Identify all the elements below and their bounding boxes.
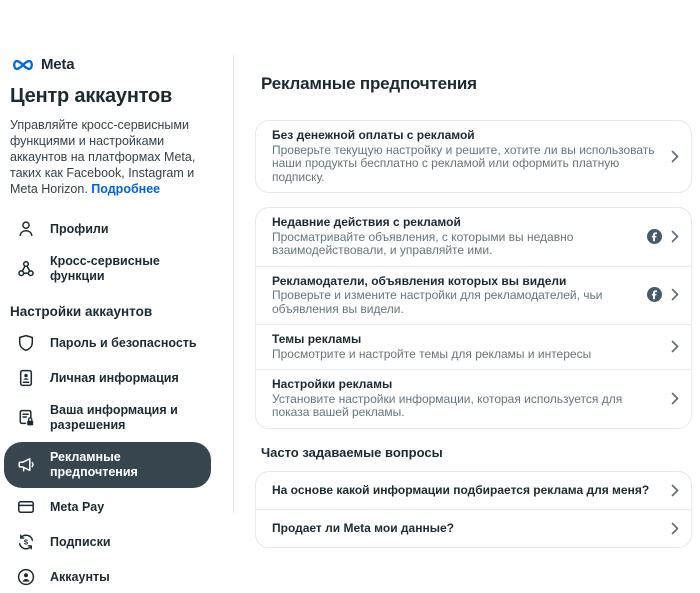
faq-question-text: Продает ли Meta мои данные? <box>272 520 454 535</box>
sidebar-item-cross-service[interactable] <box>4 248 211 290</box>
row-title: Темы рекламы <box>272 332 362 346</box>
sidebar-item-label: Аккаунты <box>50 569 110 584</box>
row-description: Просмотрите и настройте темы для рекламы и интересы <box>272 346 592 361</box>
faq-card <box>255 471 692 548</box>
row-ad-free-subscription[interactable] <box>256 121 691 192</box>
sidebar-item-label: Подписки <box>50 534 111 549</box>
row-ad-settings[interactable] <box>256 369 691 428</box>
svg-text:$: $ <box>23 537 29 547</box>
faq-section-header: Часто задаваемые вопросы <box>261 444 443 460</box>
learn-more-link[interactable]: Подробнее <box>91 182 161 196</box>
chevron-right-icon <box>671 230 679 243</box>
sidebar-item-label: Профили <box>50 221 109 236</box>
sidebar-item-label: Личная информация <box>50 370 179 385</box>
sidebar-divider <box>233 55 234 513</box>
facebook-icon <box>647 287 662 302</box>
row-text <box>272 274 637 317</box>
row-description: Установите настройки информации, которая используется для показа вашей рекламы. <box>272 391 623 419</box>
row-description: Просматривайте объявления, с которыми вы недавно взаимодействовали, и управляйте ими. <box>272 229 574 257</box>
credit-card-icon <box>16 497 36 517</box>
row-title: Рекламодатели, объявления которых вы видели <box>272 273 567 288</box>
sidebar-item-ad-preferences[interactable] <box>4 442 211 488</box>
faq-question-does-meta-sell-data[interactable] <box>256 509 691 547</box>
sidebar-item-your-information[interactable] <box>4 397 211 439</box>
megaphone-icon <box>16 455 36 475</box>
row-advertisers-seen[interactable] <box>256 266 691 325</box>
faq-question-text: На основе какой информации подбирается реклама для меня? <box>272 482 650 497</box>
sidebar-item-label: Кросс-сервисные функции <box>50 254 160 283</box>
sidebar-item-label: Ваша информация и разрешения <box>50 403 178 432</box>
accounts-center-title: Центр аккаунтов <box>10 85 173 107</box>
person-circle-icon <box>16 567 36 587</box>
sidebar-item-profiles[interactable] <box>4 213 211 245</box>
ad-preferences-panel <box>255 74 692 548</box>
row-text <box>272 377 661 420</box>
row-description: Проверьте текущую настройку и решите, хотите ли вы использовать наши продукты бесплатно с рекламой или оформить платную подписку. <box>272 142 655 184</box>
sidebar-item-password-security[interactable] <box>4 327 211 359</box>
document-lock-icon <box>16 408 36 428</box>
sidebar-item-accounts[interactable] <box>4 561 211 593</box>
meta-logo-text: Meta <box>41 56 75 73</box>
faq-question-how-ads-chosen[interactable] <box>256 472 691 509</box>
chevron-right-icon <box>671 288 679 301</box>
id-card-icon <box>16 368 36 388</box>
row-ad-topics[interactable] <box>256 324 691 369</box>
sidebar-item-personal-details[interactable] <box>4 362 211 394</box>
sidebar-item-label: Meta Pay <box>50 499 105 514</box>
dollar-cycle-icon <box>16 532 36 552</box>
account-settings-section-header: Настройки аккаунтов <box>10 304 153 319</box>
sidebar-item-subscriptions[interactable] <box>4 526 211 558</box>
row-text <box>272 215 637 258</box>
meta-logo <box>10 56 233 73</box>
chevron-right-icon <box>671 484 679 497</box>
sidebar-nav <box>0 213 211 593</box>
row-description: Проверьте и измените настройки для рекламодателей, чьи объявления вы видели. <box>272 288 603 316</box>
sidebar-item-label: Рекламные предпочтения <box>50 450 138 479</box>
person-icon <box>16 219 36 239</box>
sidebar-description <box>10 117 221 197</box>
sidebar-item-label: Пароль и безопасность <box>50 335 197 350</box>
sidebar <box>0 0 233 584</box>
shield-icon <box>16 333 36 353</box>
row-recent-ad-activity[interactable] <box>256 208 691 266</box>
sidebar-item-meta-pay[interactable] <box>4 491 211 523</box>
sidebar-description-text: Управляйте кросс-сервисными функциями и настройками аккаунтов на платформах Meta, таких как Facebook, Instagram и Meta Horizon. <box>10 118 196 196</box>
intro-card <box>255 120 692 193</box>
page-title: Рекламные предпочтения <box>261 74 477 93</box>
row-text <box>272 332 661 361</box>
row-title: Без денежной оплаты с рекламой <box>272 128 475 142</box>
chevron-right-icon <box>671 340 679 353</box>
row-title: Недавние действия с рекламой <box>272 215 461 229</box>
facebook-icon <box>647 229 662 244</box>
ad-settings-card <box>255 207 692 429</box>
meta-infinity-icon <box>10 57 36 73</box>
chevron-right-icon <box>671 522 679 535</box>
row-text <box>272 128 661 184</box>
chevron-right-icon <box>671 150 679 163</box>
connected-nodes-icon <box>16 259 36 279</box>
chevron-right-icon <box>671 392 679 405</box>
row-title: Настройки рекламы <box>272 377 393 391</box>
